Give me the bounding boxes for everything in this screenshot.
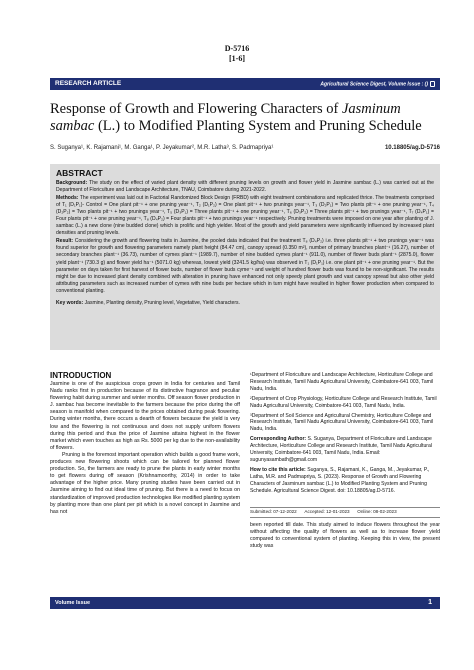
- divider: [250, 517, 440, 518]
- abstract-box: [50, 164, 440, 350]
- article-banner: [50, 78, 440, 90]
- abstract-keywords: [56, 300, 434, 307]
- intro-paragraph: Jasmine is one of the auspicious crops grown in India for centuries and Tamil Nadu ranks first in production because of its distinctive fragrance and peculiar flowering habit during summer and winter months. Off season flower production in J. sambac has become inevitable to the farmers because the price during the off season is manifold when compared to the prices obtained during peak flowering. During winter months, there occurs a dearth of flowers because the yield is very low and the flowering is not continuous and does not supply uniform flowers during this period and thus the price of Jasmine attains highest in the flower market which even touches as high as Rs. 5000 per kg due to the non-availability of flowers.: [50, 381, 240, 451]
- methods-label: Methods:: [56, 195, 79, 202]
- submitted-date: Submitted: 07-12-2022: [250, 509, 297, 514]
- background-text: The study on the effect of varied plant density with different pruning levels on growth and flower yield in Jasmine sambac (L.) was carried out at the Department of Floriculture and Landscape Architecture, TNAU, Coimbatore during 2021-2022.: [56, 180, 434, 194]
- body-continuation: been reported till date. This study aimed to induce flowers throughout the year without affecting the quality of flowers as well as to increase flower yield compared to conventional system of planting. Keeping this in view, the present study was: [250, 522, 440, 550]
- citation-text: Suganya, S., Rajamani, K., Ganga, M., Jeyakumar, P., Latha, M.R. and Padmapriya, S. (2023). Response of Growth and Flowering Characters of Jasminum sambac (L.) to Modified Planting System and Pruning Schedule. Agricultural Science Digest. doi: 10.18805/ag.D-5716.: [250, 466, 430, 494]
- corresponding-label: Corresponding Author:: [250, 436, 307, 443]
- keywords-text: Jasmine, Planting density, Pruning level, Vegetative, Yield characters.: [84, 299, 240, 306]
- intro-paragraph: Pruning is the foremost important operation which builds a good frame work, produces new flowering shoots which can be tailored for planned flower production. So, the farmers are ready to prune the plants in early winter months to get flowers during off season (Krishnamoorthy, 2014) in order to take advantage of the higher price. Many pruning studies have been carried out in Jasmine aiming to find out ideal time of pruning. But there is a need to focus on standardization of improved production technologies like modified planting system by planting more than one plant per pit which is a novel concept in Jasmine and has not: [50, 451, 240, 515]
- result-text: Considering the growth and flowering traits in Jasmine, the pooled data indicated that the treatment T₈ (D₄P₂) i.e. three plants pit⁻¹ + two prunings year⁻¹ was found superior for growth and flowering parameters namely plant height (84.47 cm), canopy spread (0.350 m²), number of primary branches plant⁻¹ (16.27), number of secondary branches plant⁻¹ (36.73), number of cymes plant⁻¹ (1989.7), number of nine budded cymes plant⁻¹ (911.0), number of flower buds plant⁻¹ (2875.0), flower yield plant⁻¹ (730.3 g) and flower yield ha⁻¹ (5071.0 kg) whereas, lowest yield (3241.5 kg/ha) was observed in T₁ (D₁P₁) i.e. one plant pit⁻¹ + one pruning year⁻¹. But the parameter on days taken for first harvest of flower buds, number of flower buds cyme⁻¹ and weight of hundred flower buds was found to be non-significant. The results might be due to increased plant density combined with alteration in pruning have enhanced not only speedy plant growth and vast canopy spread but also other yield attributing parameters such as increased number of cymes with nine buds per hectare which in turn might have resulted in higher flower production when compared to conventional planting.: [56, 238, 434, 294]
- title-part2: (L.) to Modified Planting System and Pruning Schedule: [94, 118, 422, 134]
- document-header: [0, 44, 474, 64]
- author-list: S. Suganya¹, K. Rajamani¹, M. Ganga¹, P. Jeyakumar², M.R. Latha³, S. Padmapriya¹: [50, 145, 274, 151]
- abstract-result: [56, 238, 434, 294]
- online-date: Online: 08-02-2023: [357, 509, 397, 514]
- citation-label: How to cite this article:: [250, 466, 306, 473]
- accepted-date: Accepted: 12-01-2023: [304, 509, 350, 514]
- page-footer: [50, 597, 440, 609]
- methods-text: The experiment was laid out in Factorial Randomized Block Design (FRBD) with eight treatment combinations and replicated thrice. The treatments comprised of T₁ (D₁P₁)- Control = One plant pit⁻¹ + one pruning year⁻¹, T₂ (D₁P₂) = One plant pit⁻¹ + two prunings year⁻¹, T₃ (D₂P₁) = Two plants pit⁻¹ + one pruning year⁻¹, T₄ (D₂P₂) = Two plants pit⁻¹ + two prunings year⁻¹, T₅ (D₃P₁) = Three plants pit⁻¹ + one pruning year⁻¹, T₆ (D₃P₂) = Three plants pit⁻¹ + two prunings year⁻¹, T₇ (D₄P₁) = Four plants pit⁻¹ + one pruning year⁻¹, T₈ (D₄P₂) = Four plants pit⁻¹ + two prunings year⁻¹ respectively. Pruning treatments were imposed on one year after planting of J. sambac (L.) a new clone (nine budded clone) which is prolific and high yielder. Most of the growth and yield parameters were significantly influenced by increased plant densities and pruning levels.: [56, 195, 434, 237]
- abstract-methods: [56, 195, 434, 237]
- introduction-heading: INTRODUCTION: [50, 371, 112, 380]
- document-icon: [430, 81, 435, 87]
- result-label: Result:: [56, 238, 74, 245]
- affiliation: ¹Department of Floriculture and Landscape Architecture, Horticulture College and Research Institute, Tamil Nadu Agricultural University, Coimbatore-641 003, Tamil Nadu, India.: [250, 372, 434, 392]
- corresponding-author: [250, 436, 440, 464]
- divider: [250, 507, 440, 508]
- affiliations-block: [250, 372, 440, 498]
- abstract-heading: ABSTRACT: [56, 168, 103, 178]
- keywords-label: Key words:: [56, 299, 84, 306]
- article-dates: [250, 509, 440, 514]
- affiliation: ²Department of Crop Physiology, Horticulture College and Research Institute, Tamil Nadu Agricultural University, Coimbatore-641 003, Tamil Nadu, India.: [250, 395, 437, 409]
- background-label: Background:: [56, 180, 88, 186]
- introduction-body: [50, 381, 240, 516]
- footer-volume: Volume Issue: [55, 599, 91, 606]
- article-title: [50, 101, 445, 135]
- title-part1: Response of Growth and Flowering Characters of: [50, 101, 342, 117]
- journal-info: [320, 81, 435, 87]
- corresponding-text: S. Suganya, Department of Floriculture and Landscape Architecture, Horticulture College and Research Institute, Tamil Nadu Agricultural University, Coimbatore-641 003, Tamil Nadu, India. Email: sugunyasambath@gmail.com: [250, 436, 432, 463]
- article-type: RESEARCH ARTICLE: [55, 80, 122, 87]
- title-species: Jasminum sambac: [50, 101, 401, 134]
- affiliation: ³Department of Soil Science and Agricultural Chemistry, Horticulture College and Research Institute, Tamil Nadu Agricultural University, Coimbatore-641 003, Tamil Nadu, India.: [250, 412, 434, 433]
- abstract-background: [56, 180, 434, 194]
- doi-link[interactable]: 10.18805/ag.D-5716: [384, 145, 440, 151]
- citation: [250, 467, 440, 495]
- page-range: [1-6]: [229, 54, 245, 63]
- page-number: 1: [428, 598, 432, 606]
- journal-info-text: Agricultural Science Digest, Volume Issue : (): [320, 80, 428, 87]
- doc-code: D-5716: [224, 44, 250, 53]
